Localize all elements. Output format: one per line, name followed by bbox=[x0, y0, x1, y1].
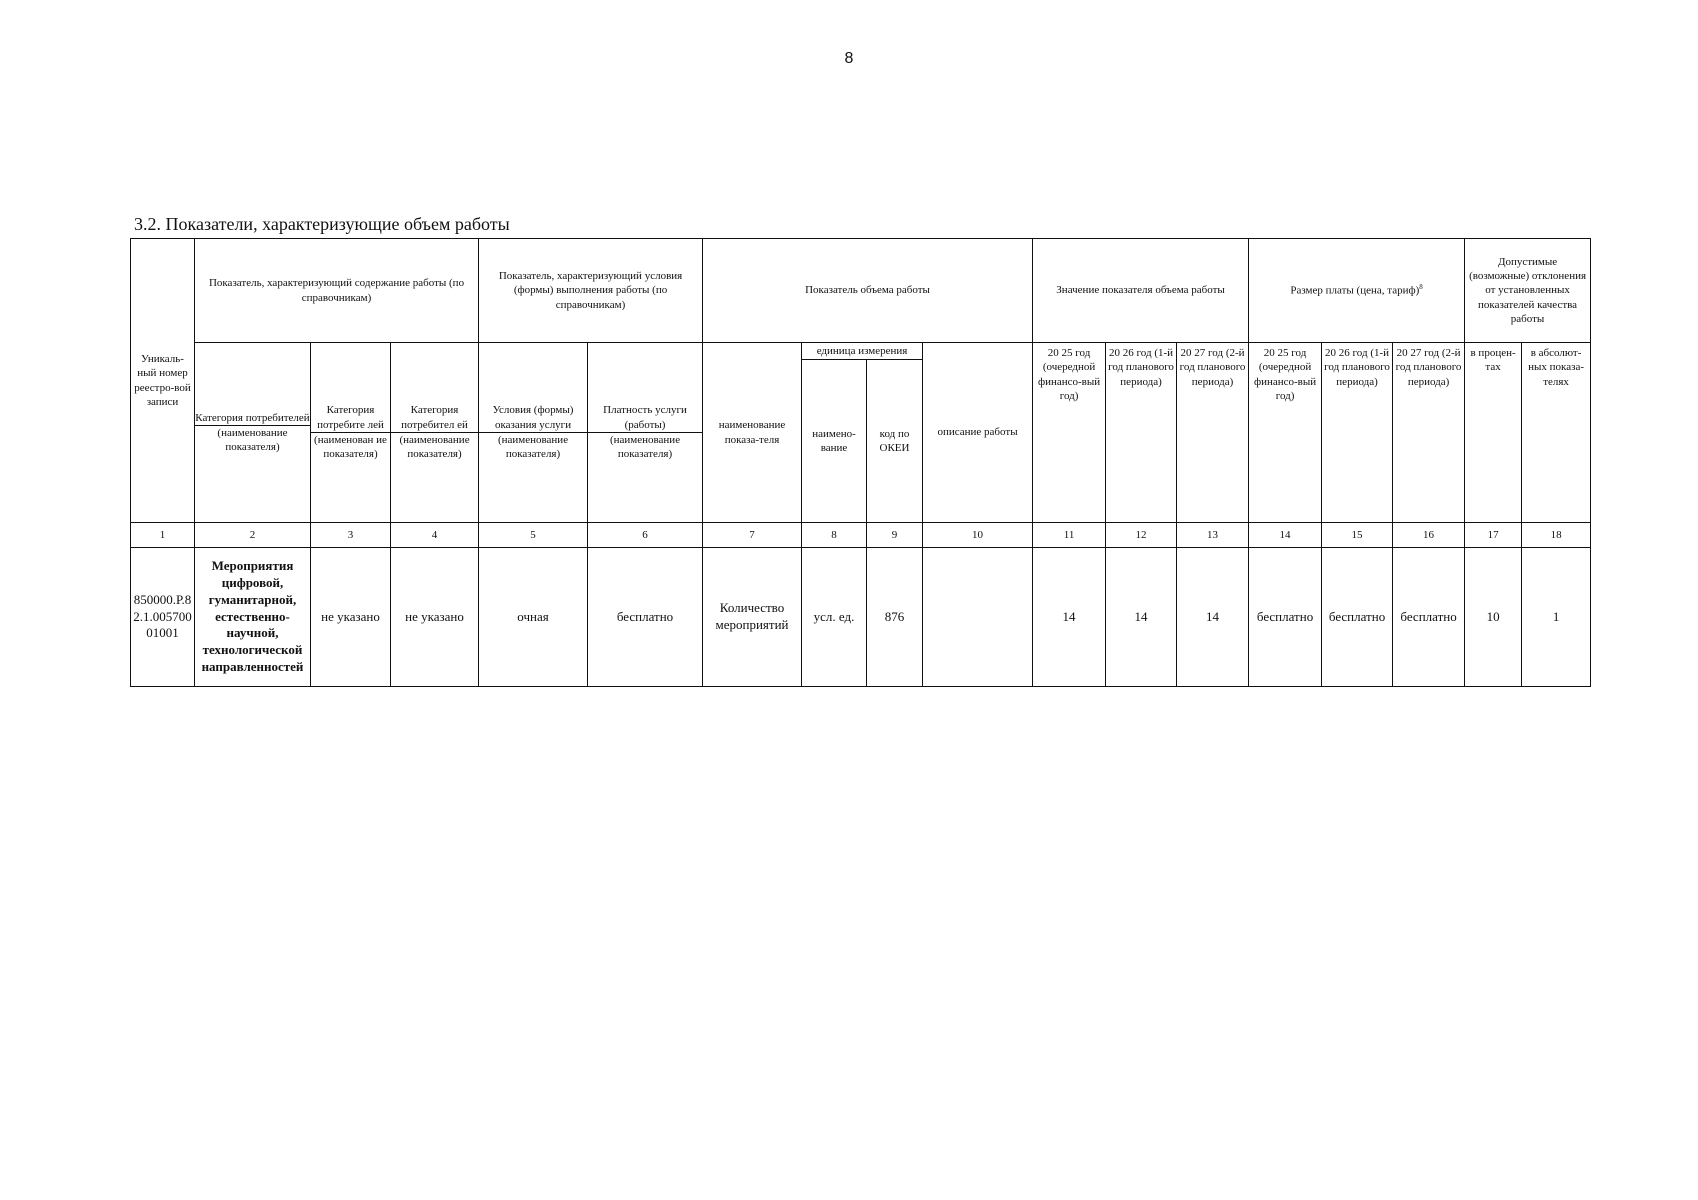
work-volume-table bbox=[130, 238, 1591, 687]
category2-header: Категория потребите лей (наименован ие показателя) bbox=[311, 343, 391, 523]
fee-2025: бесплатно bbox=[1249, 548, 1322, 687]
okei-code-value: 876 bbox=[867, 548, 923, 687]
category3-header: Категория потребител ей (наименование показателя) bbox=[391, 343, 479, 523]
year-2027-value-header: 20 27 год (2-й год планового периода) bbox=[1177, 343, 1249, 523]
indicator-name-value: Количество мероприятий bbox=[703, 548, 802, 687]
category3-value: не указано bbox=[391, 548, 479, 687]
volume-value-header: Значение показателя объема работы bbox=[1033, 239, 1249, 343]
value-2027: 14 bbox=[1177, 548, 1249, 687]
fee-header: Размер платы (цена, тариф)$^8$ bbox=[1249, 239, 1465, 343]
fee-2027: бесплатно bbox=[1393, 548, 1465, 687]
page-number: 8 bbox=[844, 50, 854, 67]
conditions-header: Условия (формы) оказания услуги (наименование показателя) bbox=[479, 343, 588, 523]
form-value: очная bbox=[479, 548, 588, 687]
conditions-indicator-header: Показатель, характеризующий условия (формы) выполнения работы (по справочникам) bbox=[479, 239, 703, 343]
column-numbers-row bbox=[131, 523, 1591, 548]
column-number: 13 bbox=[1177, 523, 1249, 548]
year-2025-value-header: 20 25 год (очередной финансо-вый год) bbox=[1033, 343, 1106, 523]
column-number: 8 bbox=[802, 523, 867, 548]
deviation-absolute: 1 bbox=[1522, 548, 1591, 687]
value-2026: 14 bbox=[1106, 548, 1177, 687]
column-number: 5 bbox=[479, 523, 588, 548]
column-number: 14 bbox=[1249, 523, 1322, 548]
work-description-header: описание работы bbox=[923, 343, 1033, 523]
column-number: 15 bbox=[1322, 523, 1393, 548]
year-2027-fee-header: 20 27 год (2-й год планового периода) bbox=[1393, 343, 1465, 523]
unit-name-value: усл. ед. bbox=[802, 548, 867, 687]
year-2025-fee-header: 20 25 год (очередной финансо-вый год) bbox=[1249, 343, 1322, 523]
column-number: 16 bbox=[1393, 523, 1465, 548]
percent-header: в процен-тах bbox=[1465, 343, 1522, 523]
payment-value: бесплатно bbox=[588, 548, 703, 687]
table-row bbox=[131, 548, 1591, 687]
column-number: 2 bbox=[195, 523, 311, 548]
deviation-percent: 10 bbox=[1465, 548, 1522, 687]
column-number: 6 bbox=[588, 523, 703, 548]
indicator-name-header: наименование показа-теля bbox=[703, 343, 802, 523]
registry-number: 850000.Р.82.1.00570001001 bbox=[131, 548, 195, 687]
column-number: 17 bbox=[1465, 523, 1522, 548]
column-number: 18 bbox=[1522, 523, 1591, 548]
year-2026-value-header: 20 26 год (1-й год планового периода) bbox=[1106, 343, 1177, 523]
absolute-header: в абсолют-ных показа-телях bbox=[1522, 343, 1591, 523]
category2-value: не указано bbox=[311, 548, 391, 687]
section-title: 3.2. Показатели, характеризующие объем работы bbox=[134, 214, 510, 234]
value-2025: 14 bbox=[1033, 548, 1106, 687]
work-description-value bbox=[923, 548, 1033, 687]
column-number: 11 bbox=[1033, 523, 1106, 548]
column-number: 9 bbox=[867, 523, 923, 548]
unit-header: единица измерения bbox=[802, 343, 923, 360]
header-row-1 bbox=[131, 239, 1591, 343]
header-row-2 bbox=[131, 343, 1591, 360]
category-header: Категория потребителей (наименование показателя) bbox=[195, 343, 311, 523]
volume-indicator-header: Показатель объема работы bbox=[703, 239, 1033, 343]
okei-code-header: код по ОКЕИ bbox=[867, 360, 923, 523]
column-number: 12 bbox=[1106, 523, 1177, 548]
column-number: 10 bbox=[923, 523, 1033, 548]
payment-header: Платность услуги (работы) (наименование показателя) bbox=[588, 343, 703, 523]
column-number: 1 bbox=[131, 523, 195, 548]
content-indicator-header: Показатель, характеризующий содержание работы (по справочникам) bbox=[195, 239, 479, 343]
fee-2026: бесплатно bbox=[1322, 548, 1393, 687]
year-2026-fee-header: 20 26 год (1-й год планового периода) bbox=[1322, 343, 1393, 523]
column-number: 3 bbox=[311, 523, 391, 548]
unique-number-header: Уникаль-ный номер реестро-вой записи bbox=[131, 239, 195, 523]
column-number: 7 bbox=[703, 523, 802, 548]
column-number: 4 bbox=[391, 523, 479, 548]
unit-name-header: наимено-вание bbox=[802, 360, 867, 523]
deviations-header: Допустимые (возможные) отклонения от установленных показателей качества работы bbox=[1465, 239, 1591, 343]
category-value: Мероприятия цифровой, гуманитарной, естественно-научной, технологической направленностей bbox=[195, 548, 311, 687]
